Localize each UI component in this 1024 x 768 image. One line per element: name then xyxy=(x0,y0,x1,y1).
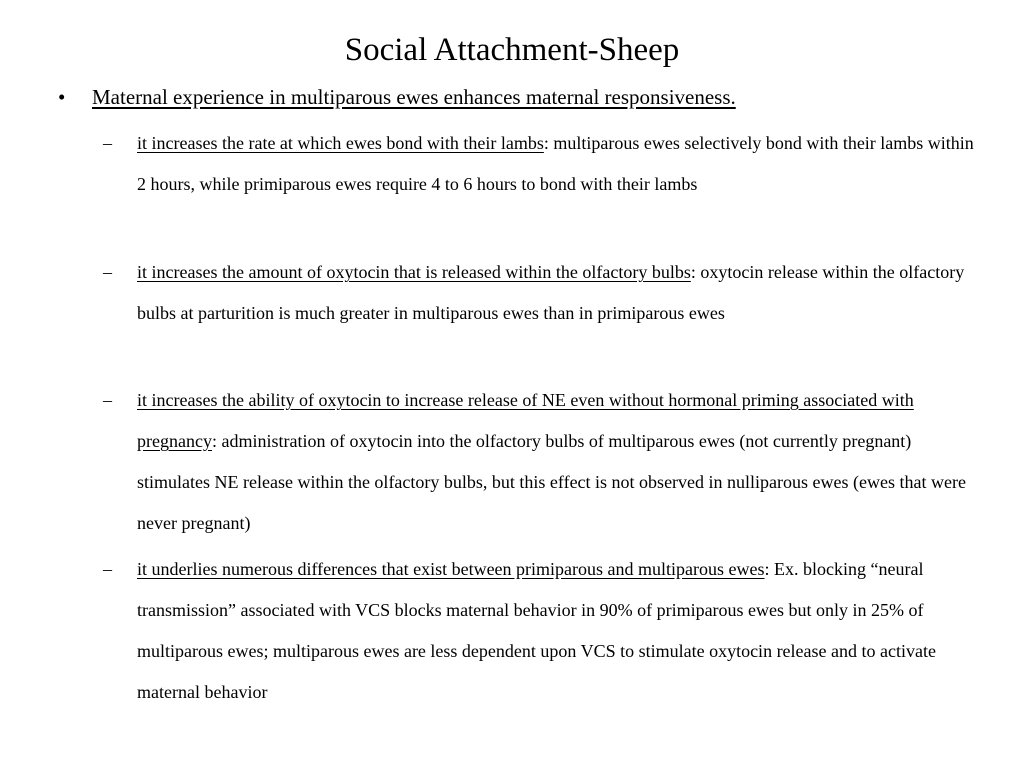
slide-title: Social Attachment-Sheep xyxy=(344,32,680,68)
sub-bullet-detail: : multiparous ewes selectively bond with their lambs within 2 hours, while primiparous ewes require 4 to 6 hours to bond with their lambs xyxy=(137,133,974,194)
sub-bullet-heading: it underlies numerous differences that exist between primiparous and multiparous ewes xyxy=(137,559,765,579)
sub-bullet-heading: it increases the ability of oxytocin to increase release of NE even without hormonal priming associated with pregnancy xyxy=(137,390,914,451)
sub-bullet-detail: : oxytocin release within the olfactory bulbs at parturition is much greater in multiparous ewes than in primiparous ewes xyxy=(137,262,965,323)
dash-marker: – xyxy=(103,262,112,282)
sub-bullet-text xyxy=(137,380,977,544)
sub-bullet-detail: : administration of oxytocin into the olfactory bulbs of multiparous ewes (not currently pregnant) stimulates NE release within the olfactory bulbs, but this effect is not observed in nulliparous ewes (ewes that were never pregnant) xyxy=(137,431,966,533)
main-bullet-text: Maternal experience in multiparous ewes enhances maternal responsiveness. xyxy=(92,85,736,109)
sub-bullet-heading: it increases the rate at which ewes bond with their lambs xyxy=(137,133,544,153)
sub-bullet-text xyxy=(137,549,977,713)
sub-bullet-heading: it increases the amount of oxytocin that is released within the olfactory bulbs xyxy=(137,262,691,282)
dash-marker: – xyxy=(103,133,112,153)
sub-bullet-text xyxy=(137,252,977,334)
sub-bullet-detail: : Ex. blocking “neural transmission” associated with VCS blocks maternal behavior in 90% of primiparous ewes but only in 25% of multiparous ewes; multiparous ewes are less dependent upon VCS to stimulate oxytocin release and to activate maternal behavior xyxy=(137,559,936,702)
dash-marker: – xyxy=(103,559,112,579)
dash-marker: – xyxy=(103,390,112,410)
bullet-marker: • xyxy=(58,85,66,109)
sub-bullet-text xyxy=(137,123,977,205)
